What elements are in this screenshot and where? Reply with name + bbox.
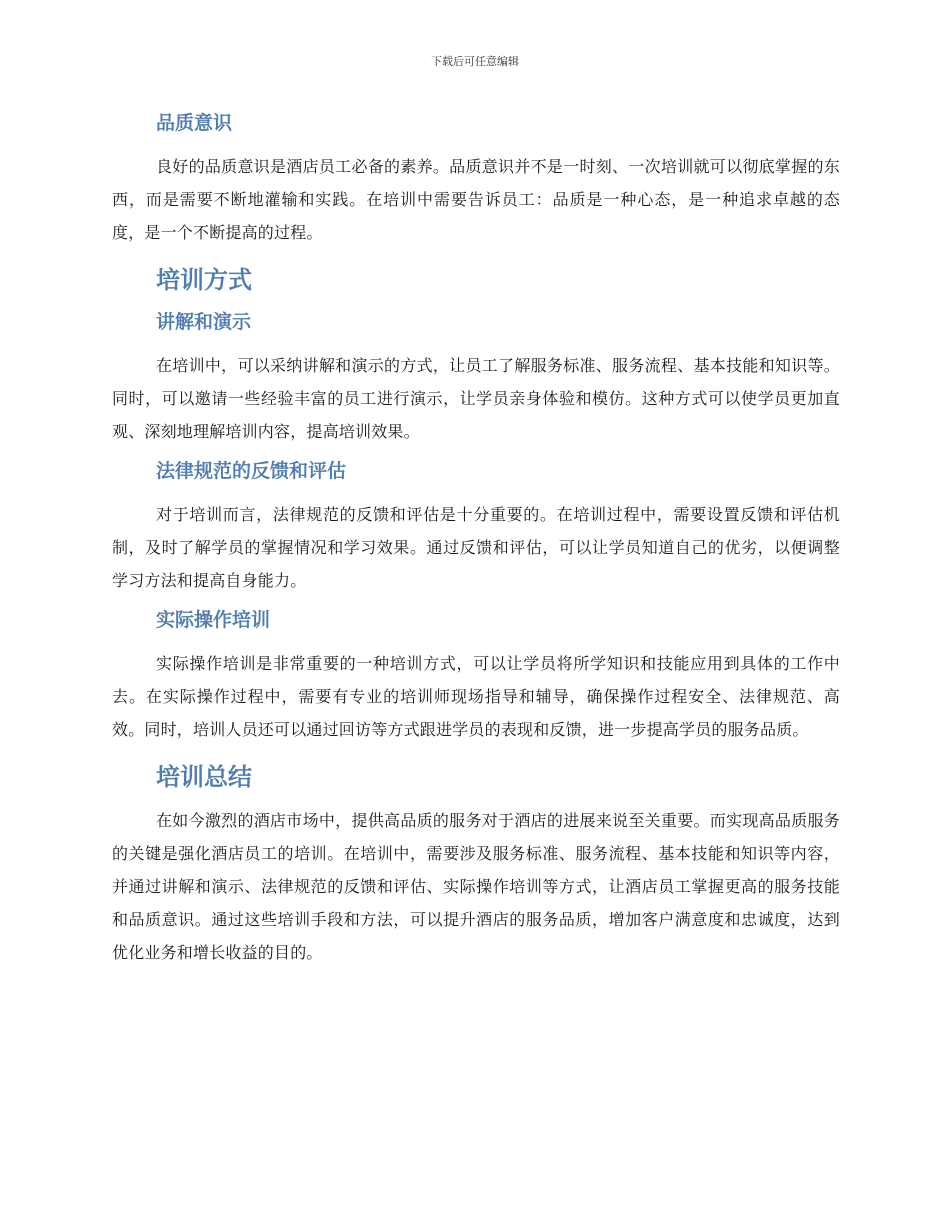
page-header: 下载后可任意编辑 — [431, 55, 519, 68]
section-explain-demo — [112, 307, 840, 448]
paragraph-feedback-evaluation: 对于培训而言，法律规范的反馈和评估是十分重要的。在培训过程中，需要设置反馈和评估机制，及时了解学员的掌握情况和学习效果。通过反馈和评估，可以让学员知道自己的优劣，以便调整学习方法和提高自身能力。 — [112, 505, 840, 590]
section-feedback-evaluation — [112, 456, 840, 597]
heading-training-summary: 培训总结 — [156, 763, 252, 791]
paragraph-practical-training: 实际操作培训是非常重要的一种培训方式，可以让学员将所学知识和技能应用到具体的工作中去。在实际操作过程中，需要有专业的培训师现场指导和辅导，确保操作过程安全、法律规范、高效。同时，培训人员还可以通过回访等方式跟进学员的表现和反馈，进一步提高学员的服务品质。 — [112, 654, 840, 739]
heading-training-methods: 培训方式 — [156, 266, 252, 294]
heading-practical-training: 实际操作培训 — [156, 609, 271, 631]
heading-quality-awareness: 品质意识 — [156, 112, 233, 134]
heading-feedback-evaluation: 法律规范的反馈和评估 — [156, 460, 347, 482]
section-practical-training — [112, 605, 840, 746]
heading-explain-demo: 讲解和演示 — [156, 311, 252, 333]
section-quality-awareness — [112, 108, 840, 249]
section-training-methods — [112, 263, 840, 297]
paragraph-explain-demo: 在培训中，可以采纳讲解和演示的方式，让员工了解服务标准、服务流程、基本技能和知识等。同时，可以邀请一些经验丰富的员工进行演示，让学员亲身体验和模仿。这种方式可以使学员更加直观、深刻地理解培训内容，提高培训效果。 — [112, 356, 840, 441]
section-training-summary — [112, 760, 840, 969]
paragraph-quality-awareness: 良好的品质意识是酒店员工必备的素养。品质意识并不是一时刻、一次培训就可以彻底掌握的东西，而是需要不断地灌输和实践。在培训中需要告诉员工：品质是一种心态，是一种追求卓越的态度，是一个不断提高的过程。 — [112, 157, 840, 242]
document-body — [112, 108, 840, 977]
paragraph-training-summary: 在如今激烈的酒店市场中，提供高品质的服务对于酒店的进展来说至关重要。而实现高品质服务的关键是强化酒店员工的培训。在培训中，需要涉及服务标准、服务流程、基本技能和知识等内容，并通过讲解和演示、法律规范的反馈和评估、实际操作培训等方式，让酒店员工掌握更高的服务技能和品质意识。通过这些培训手段和方法，可以提升酒店的服务品质，增加客户满意度和忠诚度，达到优化业务和增长收益的目的。 — [112, 811, 840, 962]
